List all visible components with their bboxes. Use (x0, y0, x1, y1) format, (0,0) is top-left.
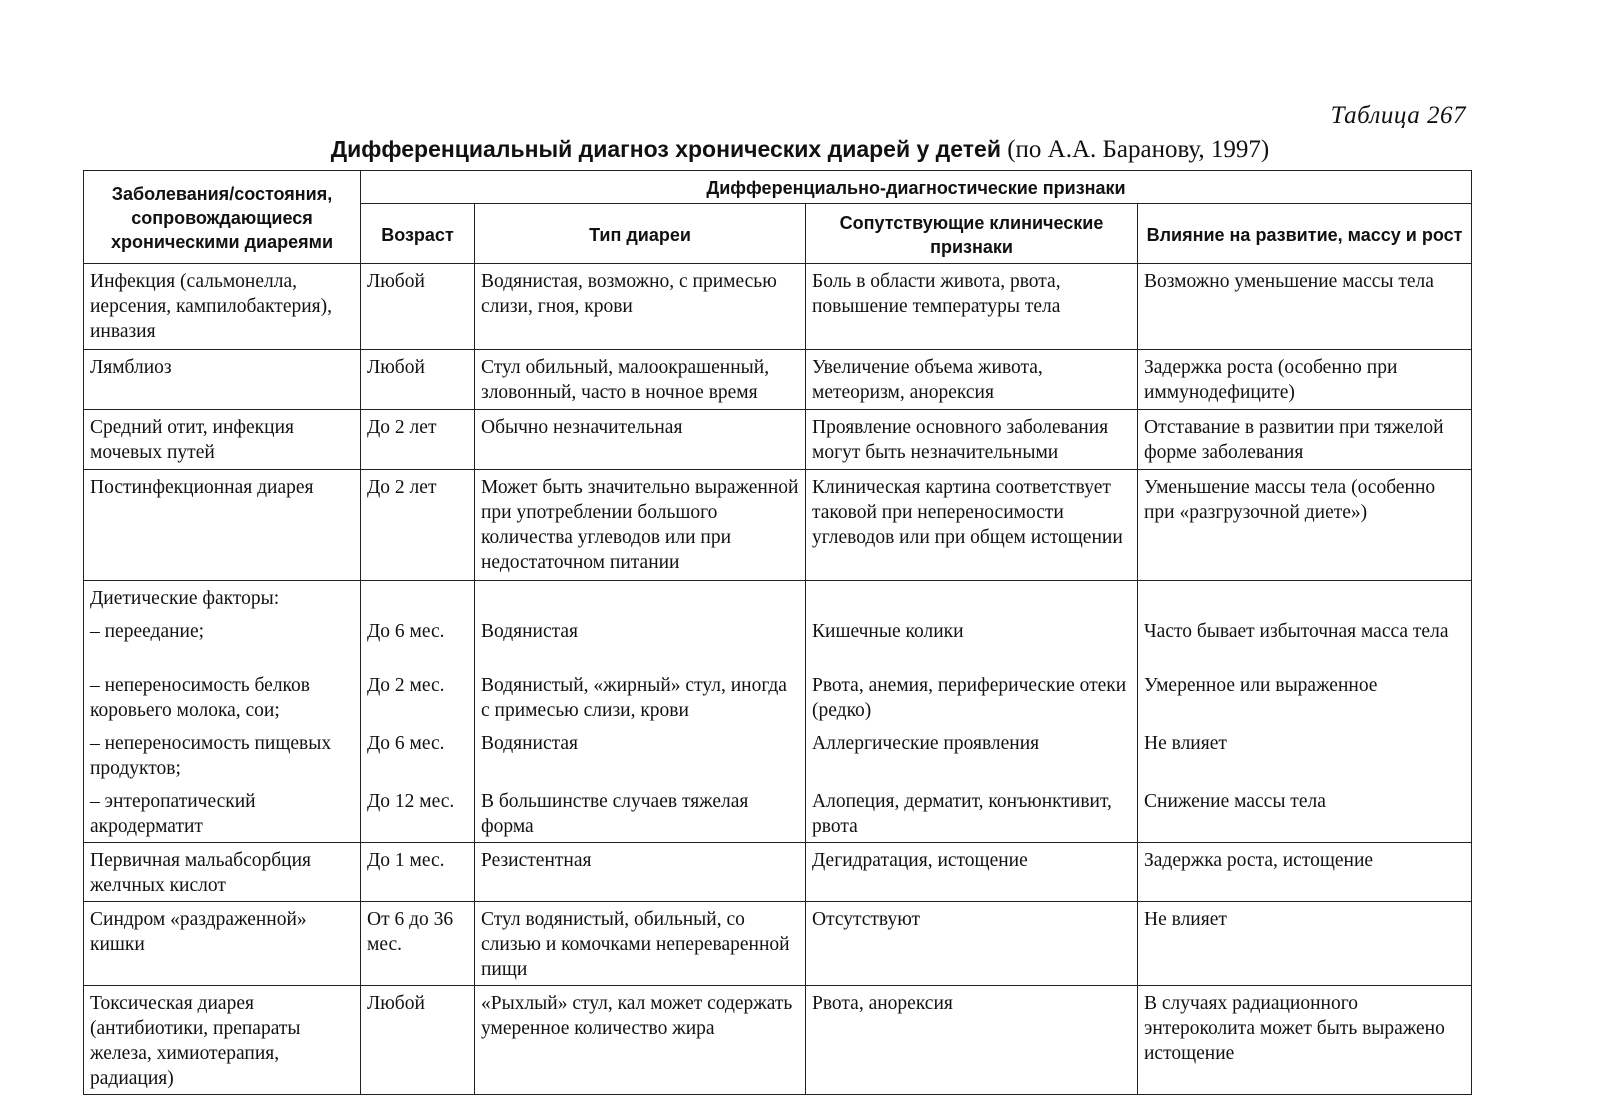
cell-signs: Отсутствуют (806, 902, 1138, 986)
cell-condition: Постинфекционная диарея (84, 470, 361, 581)
cell-growth: Задержка роста, истощение (1138, 843, 1472, 902)
cell-condition: – непереносимость белков коровьего молока, сои; (84, 668, 361, 726)
cell-growth: Не влияет (1138, 902, 1472, 986)
cell-signs: Рвота, анемия, периферические отеки (редко) (806, 668, 1138, 726)
table-row (84, 350, 1472, 410)
cell-age: До 6 мес. (361, 614, 475, 668)
cell-condition: – энтеропатический акродерматит (84, 784, 361, 843)
cell-condition: Токсическая диарея (антибиотики, препараты железа, химиотерапия, радиация) (84, 986, 361, 1095)
cell-type: Стул обильный, малоокрашенный, зловонный, часто в ночное время (475, 350, 806, 410)
cell-signs: Кишечные колики (806, 614, 1138, 668)
cell-condition: Первичная мальабсорбция желчных кислот (84, 843, 361, 902)
cell-age: Любой (361, 264, 475, 350)
cell-growth: Не влияет (1138, 726, 1472, 784)
cell-signs: Проявление основного заболевания могут быть незначительными (806, 410, 1138, 470)
cell-growth: Уменьшение массы тела (особенно при «разгрузочной диете») (1138, 470, 1472, 581)
header-growth: Влияние на развитие, массу и рост (1138, 204, 1472, 264)
cell-age: До 1 мес. (361, 843, 475, 902)
cell-type: Водянистая, возможно, с примесью слизи, гноя, крови (475, 264, 806, 350)
cell-signs: Аллергические проявления (806, 726, 1138, 784)
table-row (84, 470, 1472, 581)
cell-type: В большинстве случаев тяжелая форма (475, 784, 806, 843)
differential-diagnosis-table (83, 170, 1472, 1095)
table-row (84, 614, 1472, 668)
cell-growth: Отставание в развитии при тяжелой форме заболевания (1138, 410, 1472, 470)
table-title-bold: Дифференциальный диагноз хронических диарей у детей (330, 136, 1001, 162)
cell-diet-heading: Диетические факторы: (84, 581, 361, 615)
table-row (84, 410, 1472, 470)
table-row (84, 264, 1472, 350)
header-type: Тип диареи (475, 204, 806, 264)
table-row (84, 784, 1472, 843)
cell-age: Любой (361, 986, 475, 1095)
cell-condition: Лямблиоз (84, 350, 361, 410)
cell-condition: Инфекция (сальмонелла, иерсения, кампилобактерия), инвазия (84, 264, 361, 350)
cell-signs: Алопеция, дерматит, конъюнктивит, рвота (806, 784, 1138, 843)
header-signs: Сопутствующие клинические признаки (806, 204, 1138, 264)
cell-condition: Синдром «раздраженной» кишки (84, 902, 361, 986)
table-row (84, 726, 1472, 784)
table-row (84, 902, 1472, 986)
cell-type: Водянистый, «жирный» стул, иногда с примесью слизи, крови (475, 668, 806, 726)
cell-type: Водянистая (475, 614, 806, 668)
cell-age: До 2 мес. (361, 668, 475, 726)
header-age: Возраст (361, 204, 475, 264)
table-row (84, 843, 1472, 902)
cell-signs: Рвота, анорексия (806, 986, 1138, 1095)
cell-age: До 2 лет (361, 410, 475, 470)
cell-growth: Возможно уменьшение массы тела (1138, 264, 1472, 350)
cell-type: «Рыхлый» стул, кал может содержать умеренное количество жира (475, 986, 806, 1095)
cell-signs: Боль в области живота, рвота, повышение температуры тела (806, 264, 1138, 350)
cell-growth: Умеренное или выраженное (1138, 668, 1472, 726)
cell-signs: Увеличение объема живота, метеоризм, анорексия (806, 350, 1138, 410)
table-title (0, 134, 1600, 165)
cell-condition: – переедание; (84, 614, 361, 668)
cell-type: Может быть значительно выраженной при употреблении большого количества углеводов или при недостаточном питании (475, 470, 806, 581)
cell-condition: Средний отит, инфекция мочевых путей (84, 410, 361, 470)
cell-growth: Снижение массы тела (1138, 784, 1472, 843)
cell-type: Обычно незначительная (475, 410, 806, 470)
cell-type: Водянистая (475, 726, 806, 784)
cell-type: Резистентная (475, 843, 806, 902)
header-group: Дифференциально-диагностические признаки (361, 171, 1472, 204)
cell-signs: Клиническая картина соответствует таковой при непереносимости углеводов или при общем истощении (806, 470, 1138, 581)
cell-condition: – непереносимость пищевых продуктов; (84, 726, 361, 784)
cell-age: От 6 до 36 мес. (361, 902, 475, 986)
table-number-label: Таблица 267 (1330, 102, 1466, 129)
table-row (84, 668, 1472, 726)
cell-age: До 2 лет (361, 470, 475, 581)
table-title-source: (по А.А. Баранову, 1997) (1000, 136, 1270, 163)
cell-age: До 12 мес. (361, 784, 475, 843)
table-row (84, 986, 1472, 1095)
cell-age: Любой (361, 350, 475, 410)
header-condition: Заболевания/состояния, сопровождающиеся хроническими диареями (84, 171, 361, 264)
diet-group-heading-row (84, 581, 1472, 615)
cell-growth: В случаях радиационного энтероколита может быть выражено истощение (1138, 986, 1472, 1095)
cell-type: Стул водянистый, обильный, со слизью и комочками непереваренной пищи (475, 902, 806, 986)
cell-signs: Дегидратация, истощение (806, 843, 1138, 902)
cell-growth: Часто бывает избыточная масса тела (1138, 614, 1472, 668)
cell-growth: Задержка роста (особенно при иммунодефиците) (1138, 350, 1472, 410)
cell-age: До 6 мес. (361, 726, 475, 784)
